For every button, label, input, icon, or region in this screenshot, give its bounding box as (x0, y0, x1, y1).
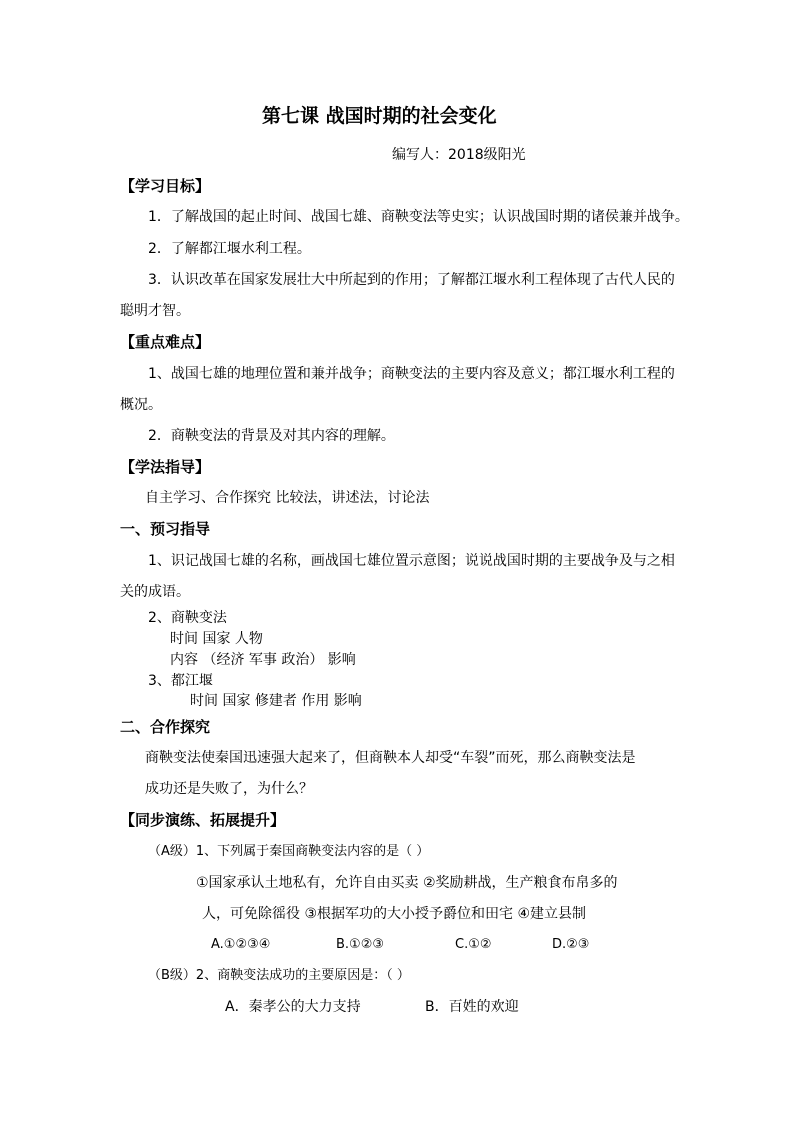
question-1-statements: ①国家承认土地私有，允许自由买卖 ②奖励耕战，生产粮食布帛多的 (196, 875, 618, 891)
question-2-choice-a: A．秦孝公的大力支持 (225, 999, 361, 1015)
preview-item-3: 3、都江堰 (148, 673, 213, 689)
question-1-choice-d: D.②③ (552, 937, 590, 952)
page-title: 第七课 战国时期的社会变化 (262, 105, 497, 127)
question-1-choice-a: A.①②③④ (211, 937, 271, 952)
preview-item-2-line-b: 内容 （经济 军事 政治） 影响 (170, 652, 356, 668)
preview-item-1-cont: 关的成语。 (120, 584, 190, 600)
goal-item-3-cont: 聪明才智。 (120, 303, 190, 319)
goal-item-3: 3．认识改革在国家发展壮大中所起到的作用；了解都江堰水利工程体现了古代人民的 (148, 272, 675, 288)
preview-item-2: 2、商鞅变法 (148, 610, 227, 626)
preview-item-3-line-a: 时间 国家 修建者 作用 影响 (190, 693, 362, 709)
section-heading-method: 【学法指导】 (120, 458, 211, 476)
section-heading-cooperation: 二、合作探究 (120, 718, 211, 736)
key-point-2: 2．商鞅变法的背景及对其内容的理解。 (148, 428, 395, 444)
cooperation-text-cont: 成功还是失败了，为什么？ (145, 781, 313, 797)
preview-item-1: 1、识记战国七雄的名称，画战国七雄位置示意图；说说战国时期的主要战争及与之相 (148, 553, 675, 569)
question-1: （A级）1、下列属于秦国商鞅变法内容的是（ ） (148, 844, 430, 859)
section-heading-preview: 一、预习指导 (120, 520, 211, 538)
goal-item-1: 1．了解战国的起止时间、战国七雄、商鞅变法等史实；认识战国时期的诸侯兼并战争。 (148, 209, 689, 225)
question-1-choice-b: B.①②③ (336, 937, 385, 952)
key-point-1: 1、战国七雄的地理位置和兼并战争；商鞅变法的主要内容及意义；都江堰水利工程的 (148, 366, 675, 382)
preview-item-2-line-a: 时间 国家 人物 (170, 631, 263, 647)
question-2: （B级）2、商鞅变法成功的主要原因是：（ ） (148, 968, 410, 983)
question-2-choice-b: B．百姓的欢迎 (425, 999, 519, 1015)
section-heading-goals: 【学习目标】 (120, 177, 211, 195)
question-1-choice-c: C.①② (455, 937, 492, 952)
goal-item-2: 2．了解都江堰水利工程。 (148, 241, 311, 257)
cooperation-text: 商鞅变法使秦国迅速强大起来了，但商鞅本人却受“车裂”而死，那么商鞅变法是 (145, 750, 636, 766)
section-heading-practice: 【同步演练、拓展提升】 (120, 811, 286, 829)
section-heading-key-points: 【重点难点】 (120, 333, 211, 351)
key-point-1-cont: 概况。 (120, 397, 162, 413)
author-line: 编写人：2018级阳光 (392, 147, 526, 163)
method-text: 自主学习、合作探究 比较法，讲述法，讨论法 (145, 490, 430, 506)
question-1-statements-cont: 人，可免除徭役 ③根据军功的大小授予爵位和田宅 ④建立县制 (202, 906, 587, 922)
